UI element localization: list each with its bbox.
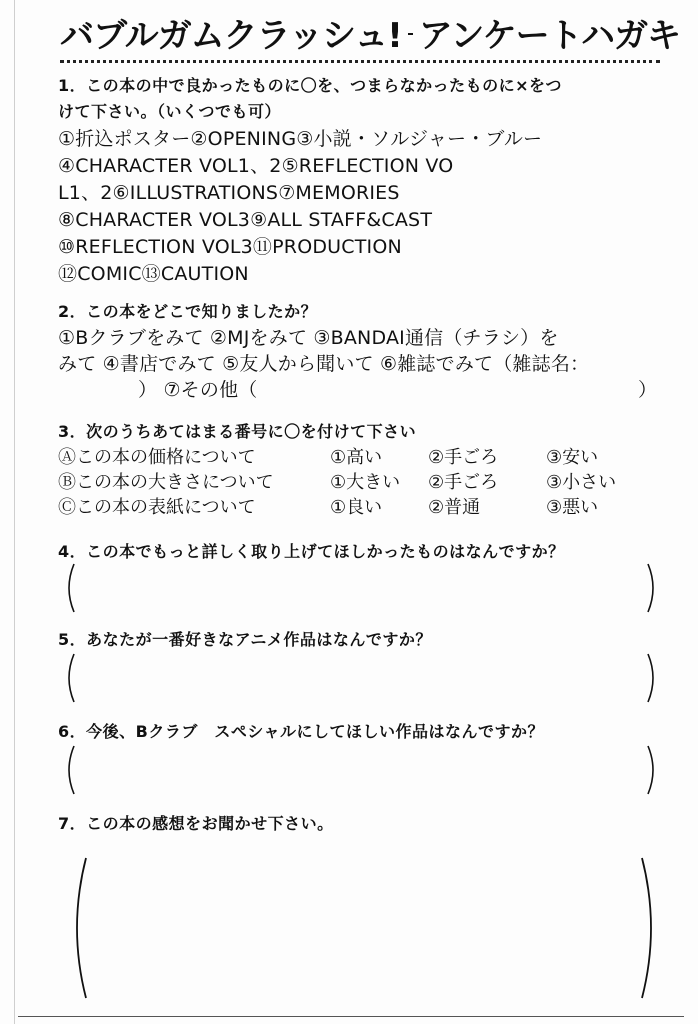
q3-choice[interactable]: ②手ごろ	[428, 472, 499, 493]
q1-option-line[interactable]: ④CHARACTER VOL1、2⑤REFLECTION VO	[58, 155, 454, 177]
q1-option-line[interactable]: ⑫COMIC⑬CAUTION	[58, 263, 249, 285]
q4-answer-open-paren	[62, 562, 76, 614]
q3-choice[interactable]: ②普通	[428, 497, 481, 518]
q4-answer-close-paren	[646, 562, 660, 614]
q5-answer-open-paren	[62, 652, 76, 704]
q5-answer-close-paren	[646, 652, 660, 704]
q2-close-paren: ）	[638, 379, 658, 401]
q3-row-label: Ⓐこの本の価格について	[58, 447, 256, 468]
q7-question: 7．この本の感想をお聞かせ下さい。	[58, 814, 334, 833]
q7-answer-open-paren	[66, 856, 88, 1000]
page-edge	[14, 0, 15, 1024]
bottom-rule	[18, 1016, 684, 1017]
q2-question: 2．この本をどこで知りましたか？	[58, 302, 318, 321]
q3-choice[interactable]: ③小さい	[546, 472, 617, 493]
q7-answer-close-paren	[640, 856, 662, 1000]
q3-choice[interactable]: ②手ごろ	[428, 447, 499, 468]
q1-option-line[interactable]: ⑩REFLECTION VOL3⑪PRODUCTION	[58, 236, 402, 258]
q2-option-line[interactable]: ①Bクラブをみて ②MJをみて ③BANDAI通信（チラシ）を	[58, 327, 559, 349]
q3-choice[interactable]: ③悪い	[546, 497, 599, 518]
page-title	[60, 8, 680, 56]
q3-choice[interactable]: ①良い	[330, 497, 383, 518]
q4-question: 4．この本でもっと詳しく取り上げてほしかったものはなんですか？	[58, 542, 565, 561]
q6-answer-close-paren	[646, 744, 660, 796]
q6-answer-open-paren	[62, 744, 76, 796]
title-left: バブルガムクラッシュ!	[60, 15, 402, 56]
q6-question: 6．今後、Bクラブ スペシャルにしてほしい作品はなんですか？	[58, 722, 545, 741]
q2-option-line[interactable]: ） ⑦その他（	[138, 379, 258, 401]
q3-choice[interactable]: ③安い	[546, 447, 599, 468]
title-dash	[408, 33, 413, 35]
q1-option-line[interactable]: ①折込ポスター②OPENING③小説・ソルジャー・ブルー	[58, 128, 543, 150]
q1-line-2: けて下さい。（いくつでも可）	[58, 102, 282, 121]
q5-question: 5．あなたが一番好きなアニメ作品はなんですか？	[58, 630, 432, 649]
q2-option-line[interactable]: みて ④書店でみて ⑤友人から聞いて ⑥雑誌でみて（雑誌名：	[58, 353, 590, 375]
q3-choice[interactable]: ①大きい	[330, 472, 401, 493]
title-right: アンケートハガキ	[418, 15, 680, 56]
dotted-divider	[60, 60, 660, 63]
q1-line-1: 1．この本の中で良かったものに〇を、つまらなかったものに×をつ	[58, 76, 563, 95]
q1-option-line[interactable]: L1、2⑥ILLUSTRATIONS⑦MEMORIES	[58, 182, 400, 204]
q3-row-label: Ⓒこの本の表紙について	[58, 497, 256, 518]
q1-option-line[interactable]: ⑧CHARACTER VOL3⑨ALL STAFF&CAST	[58, 209, 433, 231]
q3-question: 3．次のうちあてはまる番号に〇を付けて下さい	[58, 422, 417, 441]
q3-choice[interactable]: ①高い	[330, 447, 383, 468]
q3-row-label: Ⓑこの本の大きさについて	[58, 472, 274, 493]
